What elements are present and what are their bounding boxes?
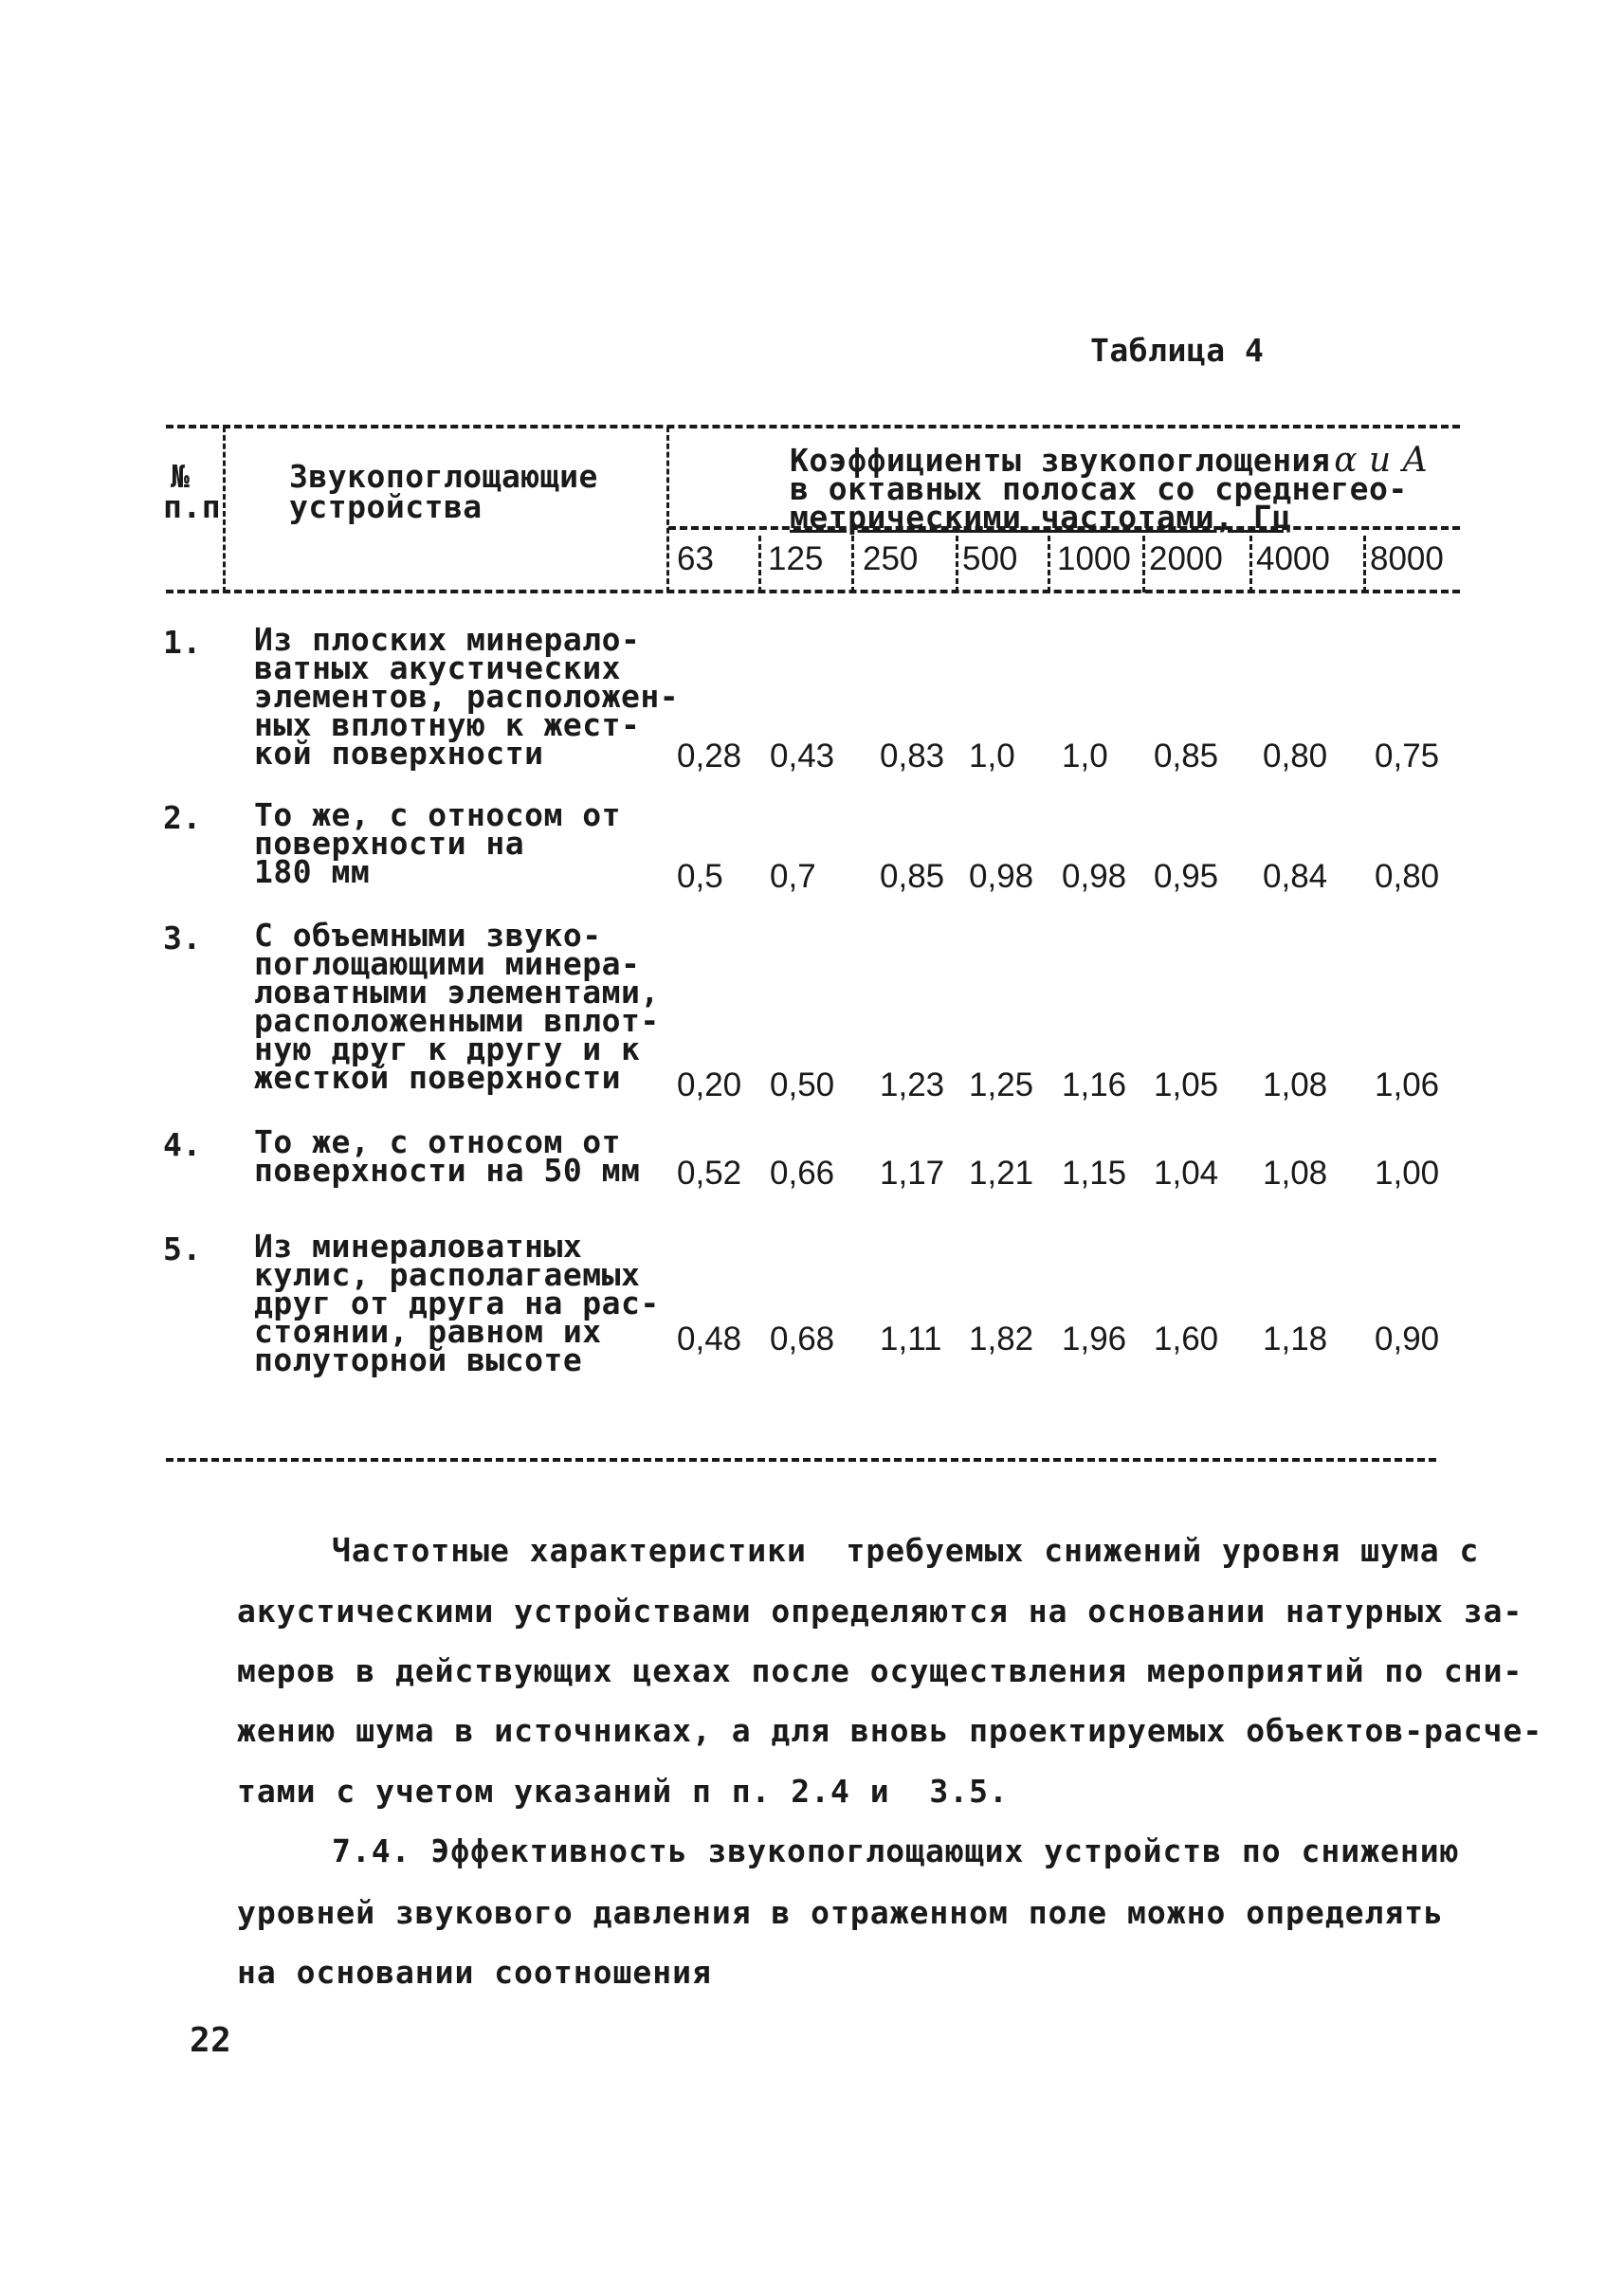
row-1-val-2000: 0,85 bbox=[1154, 738, 1219, 774]
header-coef-line3: метрическими частотами, Гц bbox=[790, 499, 1292, 536]
header-num-line2: п.п bbox=[163, 488, 222, 525]
row-2-desc-l1: То же, с относом от bbox=[254, 796, 621, 833]
paragraph-2-line-1: 7.4. Эффективность звукопоглощающих устройств по снижению bbox=[332, 1832, 1460, 1869]
row-1-desc-l1: Из плоских минерало- bbox=[254, 621, 641, 658]
row-4-val-4000: 1,08 bbox=[1263, 1155, 1328, 1192]
freq-125: 125 bbox=[768, 540, 824, 577]
header-sep-f5 bbox=[1142, 536, 1145, 592]
row-3-val-125: 0,50 bbox=[770, 1066, 835, 1103]
row-3-desc-l1: С объемными звуко- bbox=[254, 917, 602, 954]
row-5-desc-l5: полуторной высоте bbox=[254, 1341, 583, 1378]
row-3-val-1000: 1,16 bbox=[1062, 1066, 1127, 1103]
row-1-val-250: 0,83 bbox=[880, 738, 945, 774]
row-2-val-4000: 0,84 bbox=[1263, 858, 1328, 895]
row-1-desc-l2: ватных акустических bbox=[254, 649, 621, 686]
row-3-description bbox=[254, 917, 660, 1096]
row-1-desc-l5: кой поверхности bbox=[254, 735, 544, 772]
paragraph-2-line-3: на основании соотношения bbox=[237, 1954, 712, 1991]
header-device-line2: устройства bbox=[289, 488, 483, 525]
freq-4000: 4000 bbox=[1256, 540, 1330, 577]
freq-500: 500 bbox=[962, 540, 1018, 577]
header-sep-num bbox=[223, 427, 226, 592]
row-5-description bbox=[254, 1228, 660, 1378]
row-4-description bbox=[254, 1123, 641, 1189]
paragraph-1-line-2: акустическими устройствами определяются на основании натурных за- bbox=[237, 1593, 1523, 1630]
row-5-val-63: 0,48 bbox=[677, 1321, 742, 1358]
row-4-val-500: 1,21 bbox=[969, 1155, 1034, 1192]
row-5-val-125: 0,68 bbox=[770, 1321, 835, 1358]
row-3-val-4000: 1,08 bbox=[1263, 1066, 1328, 1103]
page-number: 22 bbox=[190, 2021, 232, 2060]
paragraph-1-line-1: Частотные характеристики требуемых снижений уровня шума с bbox=[332, 1532, 1480, 1569]
freq-2000: 2000 bbox=[1149, 540, 1223, 577]
header-mid-rule bbox=[668, 526, 1460, 530]
row-5-val-500: 1,82 bbox=[969, 1321, 1034, 1358]
row-1-val-1000: 1,0 bbox=[1062, 738, 1108, 774]
paragraph-1-line-3: меров в действующих цехах после осуществления мероприятий по сни- bbox=[237, 1652, 1523, 1689]
row-4-val-1000: 1,15 bbox=[1062, 1155, 1127, 1192]
row-5-val-2000: 1,60 bbox=[1154, 1321, 1219, 1358]
row-2-val-63: 0,5 bbox=[677, 858, 723, 895]
paragraph-1-line-4: жению шума в источниках, а для вновь проектируемых объектов-расче- bbox=[237, 1712, 1543, 1749]
row-2-val-8000: 0,80 bbox=[1375, 858, 1440, 895]
row-2-desc-l2: поверхности на bbox=[254, 825, 525, 862]
header-num-line1: № bbox=[171, 458, 191, 495]
header-coef-line2: в октавных полосах со среднегео- bbox=[790, 470, 1408, 507]
row-4-val-125: 0,66 bbox=[770, 1155, 835, 1192]
header-sep-device bbox=[666, 427, 669, 592]
table-caption: Таблица 4 bbox=[1090, 332, 1265, 369]
row-3-desc-l4: расположенными вплот- bbox=[254, 1002, 660, 1039]
row-3-desc-l2: поглощающими минера- bbox=[254, 945, 641, 982]
freq-1000: 1000 bbox=[1057, 540, 1131, 577]
row-1-val-500: 1,0 bbox=[969, 738, 1015, 774]
table-bottom-rule bbox=[166, 1458, 1436, 1462]
header-device-line1: Звукопоглощающие bbox=[289, 458, 598, 495]
row-1-description bbox=[254, 621, 680, 772]
header-sep-f1 bbox=[758, 536, 761, 592]
row-4-desc-l1: То же, с относом от bbox=[254, 1123, 621, 1160]
row-3-val-500: 1,25 bbox=[969, 1066, 1034, 1103]
row-3-desc-l3: ловатными элементами, bbox=[254, 974, 660, 1011]
row-2-val-1000: 0,98 bbox=[1062, 858, 1127, 895]
row-4-num: 4. bbox=[163, 1126, 202, 1163]
paragraph-1-line-5: тами с учетом указаний п п. 2.4 и 3.5. bbox=[237, 1773, 1009, 1810]
row-1-val-125: 0,43 bbox=[770, 738, 835, 774]
row-4-desc-l2: поверхности на 50 мм bbox=[254, 1152, 641, 1189]
header-sep-f3 bbox=[956, 536, 958, 592]
row-1-num: 1. bbox=[163, 624, 202, 661]
row-5-val-8000: 0,90 bbox=[1375, 1321, 1440, 1358]
row-5-val-250: 1,11 bbox=[880, 1321, 942, 1358]
row-2-val-500: 0,98 bbox=[969, 858, 1034, 895]
freq-63: 63 bbox=[677, 540, 714, 577]
row-1-val-4000: 0,80 bbox=[1263, 738, 1328, 774]
row-4-val-250: 1,17 bbox=[880, 1155, 945, 1192]
row-5-val-4000: 1,18 bbox=[1263, 1321, 1328, 1358]
paragraph-2-line-2: уровней звукового давления в отраженном поле можно определять bbox=[237, 1894, 1444, 1931]
row-3-desc-l6: жесткой поверхности bbox=[254, 1059, 621, 1096]
row-1-desc-l4: ных вплотную к жест- bbox=[254, 706, 641, 743]
header-sep-f4 bbox=[1048, 536, 1050, 592]
header-sep-f2 bbox=[851, 536, 854, 592]
row-2-val-250: 0,85 bbox=[880, 858, 945, 895]
row-3-val-2000: 1,05 bbox=[1154, 1066, 1219, 1103]
row-3-desc-l5: ную друг к другу и к bbox=[254, 1030, 641, 1067]
row-2-description bbox=[254, 796, 621, 890]
table-top-rule bbox=[166, 425, 1460, 428]
row-1-val-63: 0,28 bbox=[677, 738, 742, 774]
row-3-val-250: 1,23 bbox=[880, 1066, 945, 1103]
row-5-num: 5. bbox=[163, 1230, 202, 1267]
row-4-val-8000: 1,00 bbox=[1375, 1155, 1440, 1192]
header-sep-f7 bbox=[1363, 536, 1366, 592]
freq-250: 250 bbox=[863, 540, 919, 577]
row-1-val-8000: 0,75 bbox=[1375, 738, 1440, 774]
coef-symbol: α и A bbox=[1334, 441, 1429, 480]
row-3-val-8000: 1,06 bbox=[1375, 1066, 1440, 1103]
header-coef-title: Коэффициенты звукопоглощения bbox=[790, 442, 1331, 479]
row-1-desc-l3: элементов, расположен- bbox=[254, 678, 680, 715]
freq-8000: 8000 bbox=[1370, 540, 1444, 577]
row-3-val-63: 0,20 bbox=[677, 1066, 742, 1103]
row-5-desc-l2: кулис, располагаемых bbox=[254, 1256, 641, 1293]
row-3-num: 3. bbox=[163, 920, 202, 957]
row-2-num: 2. bbox=[163, 799, 202, 836]
row-2-val-2000: 0,95 bbox=[1154, 858, 1219, 895]
row-4-val-63: 0,52 bbox=[677, 1155, 742, 1192]
row-2-desc-l3: 180 мм bbox=[254, 853, 371, 890]
header-bottom-rule bbox=[166, 590, 1460, 593]
row-2-val-125: 0,7 bbox=[770, 858, 816, 895]
header-sep-f6 bbox=[1249, 536, 1252, 592]
row-5-val-1000: 1,96 bbox=[1062, 1321, 1127, 1358]
row-4-val-2000: 1,04 bbox=[1154, 1155, 1219, 1192]
row-5-desc-l3: друг от друга на рас- bbox=[254, 1285, 660, 1321]
row-5-desc-l1: Из минераловатных bbox=[254, 1228, 583, 1265]
row-5-desc-l4: стоянии, равном их bbox=[254, 1313, 602, 1350]
